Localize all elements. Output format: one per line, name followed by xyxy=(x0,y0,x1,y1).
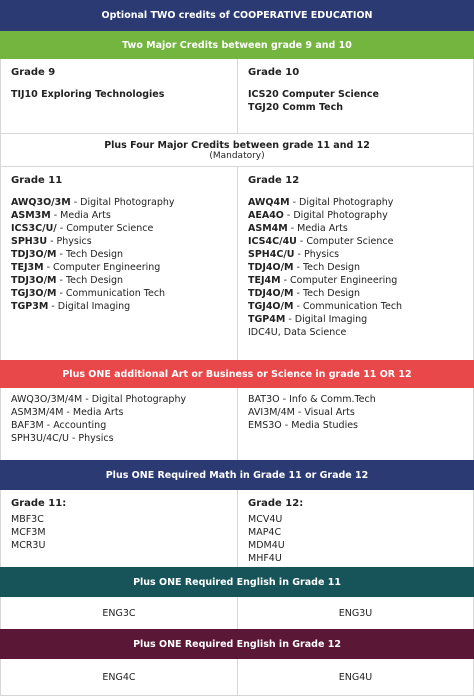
course-code: TGJ3O/M xyxy=(11,288,57,299)
grade11-label: Grade 11 xyxy=(11,175,63,186)
grade9-label: Grade 9 xyxy=(11,67,56,78)
major-910-title: Two Major Credits between grade 9 and 10 xyxy=(122,39,352,51)
major-1112-row xyxy=(0,167,474,360)
eng12-left xyxy=(1,659,237,695)
major-course-line xyxy=(11,274,227,287)
artsci-row xyxy=(0,388,474,460)
grade10-column xyxy=(237,59,473,133)
major-course-line xyxy=(248,326,463,339)
grade9-column xyxy=(1,59,237,133)
grade12-label: Grade 12 xyxy=(248,175,300,186)
course-code: TGP4M xyxy=(248,314,286,325)
course-description: - Computer Engineering xyxy=(280,275,398,286)
major-910-row xyxy=(0,59,474,133)
major-course-line xyxy=(248,209,463,222)
artsci-course: SPH3U/4C/U - Physics xyxy=(11,433,114,444)
major-1112-header xyxy=(0,133,474,167)
course-description: - Tech Design xyxy=(293,288,361,299)
course-description: - Tech Design xyxy=(56,275,124,286)
grade10-label: Grade 10 xyxy=(248,67,300,78)
major-course-line xyxy=(248,313,463,326)
major-course-line xyxy=(11,300,227,313)
major-course-line xyxy=(11,287,227,300)
major-course-line xyxy=(248,196,463,209)
course-description: - Digital Photography xyxy=(70,197,175,208)
course-description: - Computer Science xyxy=(56,223,154,234)
artsci-header xyxy=(0,360,474,388)
artsci-right-column xyxy=(237,388,473,460)
course-description: - Tech Design xyxy=(293,262,361,273)
course-description: - Digital Photography xyxy=(283,210,388,221)
course-code: TDJ4O/M xyxy=(248,288,294,299)
course-description: - Computer Engineering xyxy=(43,262,161,273)
course-code: ASM3M xyxy=(11,210,51,221)
grade10-course: TGJ20 Comm Tech xyxy=(248,102,343,113)
coop-title: Optional TWO credits of COOPERATIVE EDUCATION xyxy=(101,10,373,21)
math-course: MHF4U xyxy=(248,553,282,564)
artsci-course: BAT3O - Info & Comm.Tech xyxy=(248,394,376,405)
course-code: AWQ3O/3M xyxy=(11,197,71,208)
math-header xyxy=(0,460,474,490)
major-course-line xyxy=(11,209,227,222)
eng11-title: Plus ONE Required English in Grade 11 xyxy=(133,576,341,588)
math-course: MCF3M xyxy=(11,527,46,538)
eng12-title: Plus ONE Required English in Grade 12 xyxy=(133,638,341,650)
artsci-course: EMS3O - Media Studies xyxy=(248,420,359,431)
eng11-left xyxy=(1,597,237,629)
artsci-course: ASM3M/4M - Media Arts xyxy=(11,407,124,418)
math-course: MCR3U xyxy=(11,540,46,551)
major-course-line xyxy=(11,248,227,261)
major-course-line xyxy=(248,261,463,274)
course-code: SPH3U xyxy=(11,236,48,247)
course-description: - Computer Science xyxy=(296,236,394,247)
eng12-right xyxy=(237,659,473,695)
major-course-line xyxy=(11,222,227,235)
grade11-course-list xyxy=(11,196,227,313)
course-description: - Digital Photography xyxy=(289,197,394,208)
major-course-line xyxy=(248,222,463,235)
course-code: TEJ3M xyxy=(11,262,44,273)
eng11-right xyxy=(237,597,473,629)
grade10-course: ICS20 Computer Science xyxy=(248,89,380,100)
major-course-line xyxy=(11,196,227,209)
eng11-row xyxy=(0,597,474,629)
course-code: AEA4O xyxy=(248,210,284,221)
course-description: - Media Arts xyxy=(50,210,111,221)
course-code: TDJ4O/M xyxy=(248,262,294,273)
major-1112-subtitle: (Mandatory) xyxy=(209,150,265,161)
math-title: Plus ONE Required Math in Grade 11 or Grade 12 xyxy=(105,469,369,481)
course-description: IDC4U, Data Science xyxy=(248,327,347,338)
major-course-line xyxy=(248,235,463,248)
math-grade11-label: Grade 11: xyxy=(11,498,67,509)
major-course-line xyxy=(248,274,463,287)
major-course-line xyxy=(248,248,463,261)
course-code: TDJ3O/M xyxy=(11,249,57,260)
math-grade12-column xyxy=(237,490,473,567)
course-code: ICS4C/4U xyxy=(248,236,297,247)
course-code: TEJ4M xyxy=(248,275,281,286)
eng11-course: ENG3C xyxy=(102,607,136,619)
course-code: TGP3M xyxy=(11,301,49,312)
course-code: SPH4C/U xyxy=(248,249,295,260)
grade12-course-list xyxy=(248,196,463,339)
artsci-course: AVI3M/4M - Visual Arts xyxy=(248,407,355,418)
major-1112-title: Plus Four Major Credits between grade 11 and 12 xyxy=(104,139,370,151)
course-description: - Physics xyxy=(47,236,92,247)
course-description: - Digital Imaging xyxy=(48,301,131,312)
eng12-header xyxy=(0,629,474,659)
grade12-column xyxy=(237,167,473,360)
course-description: - Digital Imaging xyxy=(285,314,368,325)
artsci-left-column xyxy=(1,388,237,460)
eng12-course: ENG4U xyxy=(338,671,373,683)
eng12-course: ENG4C xyxy=(102,671,136,683)
course-description: - Media Arts xyxy=(287,223,348,234)
course-code: TDJ3O/M xyxy=(11,275,57,286)
major-course-line xyxy=(248,287,463,300)
major-course-line xyxy=(11,261,227,274)
math-grade11-column xyxy=(1,490,237,567)
math-course: MBF3C xyxy=(11,514,44,525)
course-description: - Communication Tech xyxy=(56,288,166,299)
course-description: - Physics xyxy=(294,249,340,260)
grade9-course: TIJ10 Exploring Technologies xyxy=(11,89,165,100)
artsci-title: Plus ONE additional Art or Business or Science in grade 11 OR 12 xyxy=(62,368,412,380)
course-code: ASM4M xyxy=(248,223,288,234)
eng12-row xyxy=(0,659,474,696)
math-course: MCV4U xyxy=(248,514,283,525)
math-course: MAP4C xyxy=(248,527,282,538)
artsci-course: AWQ3O/3M/4M - Digital Photography xyxy=(11,394,187,405)
course-description: - Communication Tech xyxy=(293,301,403,312)
course-code: ICS3C/U/ xyxy=(11,223,57,234)
math-row xyxy=(0,490,474,567)
major-910-header xyxy=(0,31,474,59)
artsci-course: BAF3M - Accounting xyxy=(11,420,107,431)
coop-header xyxy=(0,0,474,31)
major-course-line xyxy=(11,235,227,248)
course-code: TGJ4O/M xyxy=(248,301,294,312)
math-course: MDM4U xyxy=(248,540,285,551)
eng11-course: ENG3U xyxy=(338,607,373,619)
eng11-header xyxy=(0,567,474,597)
math-grade12-label: Grade 12: xyxy=(248,498,304,509)
major-course-line xyxy=(248,300,463,313)
course-description: - Tech Design xyxy=(56,249,124,260)
course-code: AWQ4M xyxy=(248,197,290,208)
grade11-column xyxy=(1,167,237,360)
